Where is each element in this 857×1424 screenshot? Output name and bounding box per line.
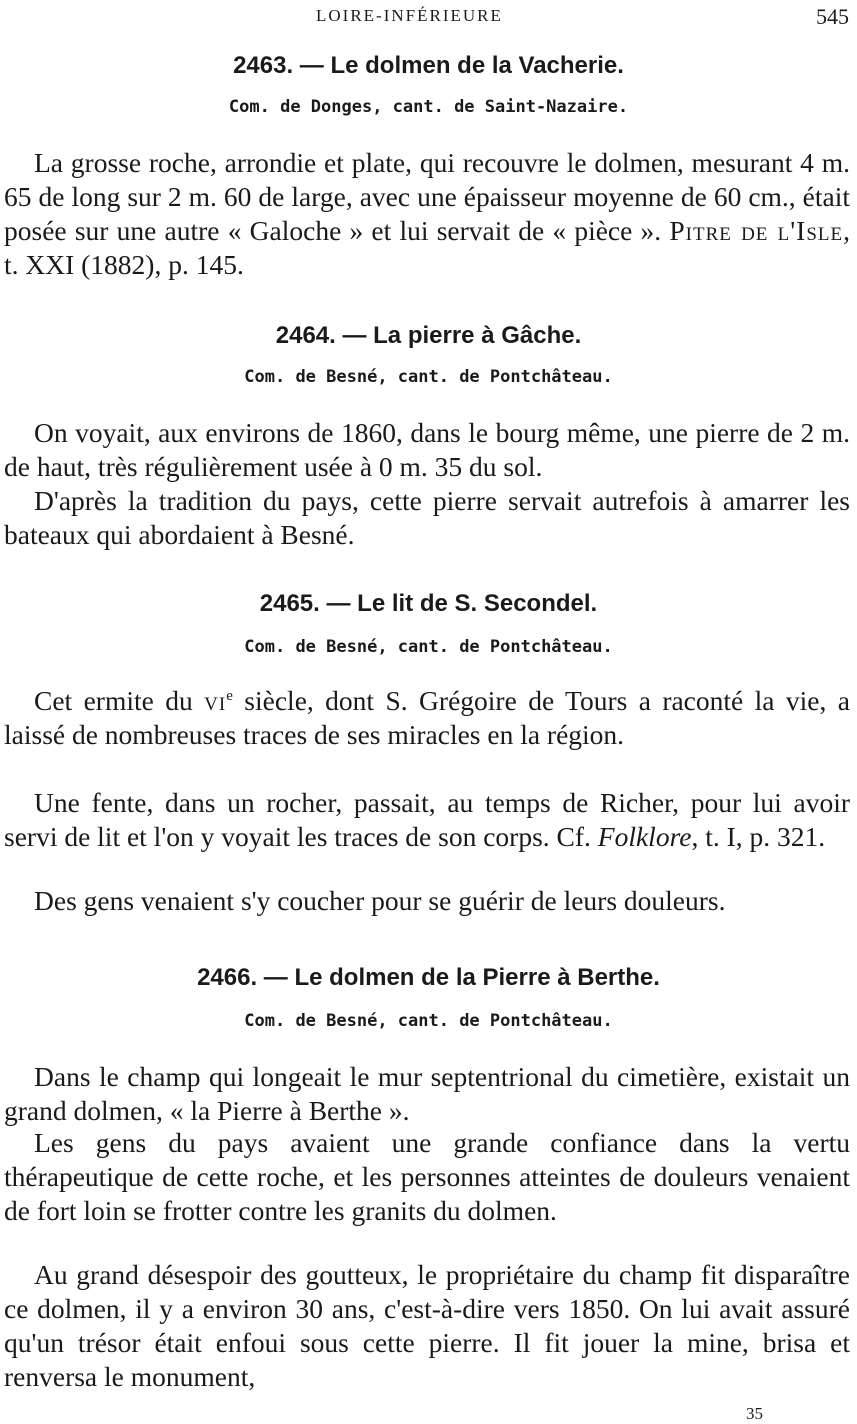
entry-heading-2464: 2464. — La pierre à Gâche.	[275, 322, 582, 349]
paragraph-text: Une fente, dans un rocher, passait, au temps de Richer, pour lui avoir servi de lit et l'on y voyait les traces de son corps. Cf.	[4, 787, 850, 852]
entry-location-2466: Com. de Besné, cant. de Pontchâteau.	[244, 1011, 613, 1031]
entry-paragraph: Des gens venaient s'y coucher pour se guérir de leurs douleurs.	[34, 885, 726, 916]
entry-paragraph: On voyait, aux environs de 1860, dans le bourg même, une pierre de 2 m. de haut, très régulièrement usée à 0 m. 35 du sol.	[4, 417, 850, 482]
entry-heading-2463: 2463. — Le dolmen de la Vacherie.	[233, 52, 624, 79]
running-head-title: LOIRE-INFÉRIEURE	[316, 6, 503, 25]
entry-paragraph: D'après la tradition du pays, cette pierre servait autrefois à amarrer les bateaux qui abordaient à Besné.	[4, 485, 850, 550]
entry-heading-2465: 2465. — Le lit de S. Secondel.	[259, 590, 598, 617]
entry-location-2464: Com. de Besné, cant. de Pontchâteau.	[244, 367, 613, 387]
running-head	[0, 4, 857, 28]
superscript: e	[226, 687, 233, 704]
paragraph-text: Cet ermite du	[34, 685, 205, 716]
entry-paragraph	[4, 786, 850, 854]
entry-paragraph: Au grand désespoir des goutteux, le propriétaire du champ fit disparaître ce dolmen, il y a environ 30 ans, c'est-à-dire vers 1850. On lui avait assuré qu'un trésor était enfoui sous cette pierre. Il fit jouer la mine, brisa et renversa le monument,	[4, 1259, 850, 1392]
signature-mark: 35	[746, 1404, 763, 1423]
work-title: Folklore	[597, 821, 692, 852]
entry-location-2463: Com. de Donges, cant. de Saint-Nazaire.	[228, 97, 629, 117]
paragraph-text: , t. I, p. 321.	[691, 821, 826, 852]
author-reference: Pitre de l'Isle	[669, 215, 844, 246]
entry-paragraph: Dans le champ qui longeait le mur septentrional du cimetière, existait un grand dolmen, « la Pierre à Berthe ».	[4, 1061, 850, 1126]
entry-paragraph	[4, 684, 850, 752]
entry-paragraph	[4, 146, 850, 282]
paragraph-text: La grosse roche, arrondie et plate, qui recouvre le dolmen, mesurant 4 m. 65 de long sur 2 m. 60 de large, avec une épaisseur moyenne de 60 cm., était posée sur une autre « Galoche » et lui servait de « pièce ».	[4, 147, 850, 246]
entry-location-2465: Com. de Besné, cant. de Pontchâteau.	[244, 637, 613, 657]
century-numeral: vi	[204, 685, 227, 716]
entry-heading-2466: 2466. — Le dolmen de la Pierre à Berthe.	[197, 964, 660, 991]
page-number: 545	[816, 4, 849, 29]
paragraph-text: , t. XXI (1882), p. 145.	[4, 215, 850, 280]
paragraph-text: siècle, dont S. Grégoire de Tours a raconté la vie, a laissé de nombreuses traces de ses miracles en la région.	[4, 685, 850, 750]
entry-paragraph: Les gens du pays avaient une grande confiance dans la vertu thérapeutique de cette roche, et les personnes atteintes de douleurs venaient de fort loin se frotter contre les granits du dolmen.	[4, 1127, 850, 1226]
